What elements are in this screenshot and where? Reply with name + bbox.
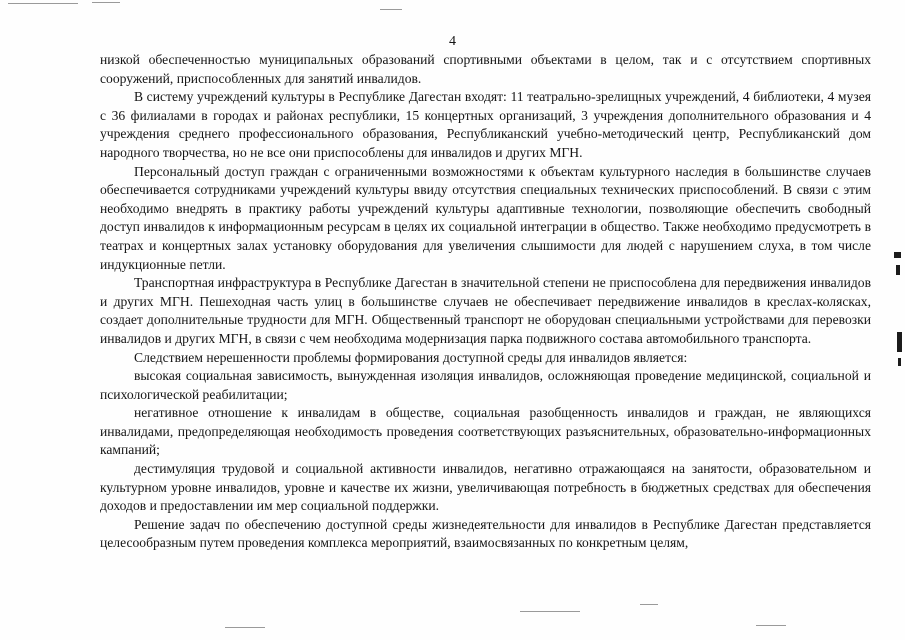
scan-edge-mark [897,332,902,352]
paragraph-cultural-heritage-access: Персональный доступ граждан с ограниченными возможностями к объектам культурного наследия в большинстве случаев обеспечивается сотрудниками учреждений культуры ввиду отсутствия специальных технических приспособлений. В связи с этим необходимо внедрять в практику работы учреждений культуры адаптивные технологии, позволяющие обеспечить свободный доступ инвалидов к информационным ресурсам в целях их социальной интеграции в общество. Также необходимо предусмотреть в театрах и концертных залах установку оборудования для увеличения слышимости для людей с нарушением слуха, в том числе индукционные петли. [100,163,871,272]
page-number: 4 [449,34,456,49]
paragraph-consequence-dependence: высокая социальная зависимость, вынужденная изоляция инвалидов, осложняющая проведение медицинской, социальной и психологической реабилитации; [100,368,871,402]
scan-edge-mark [894,252,901,258]
paragraph-culture-institutions: В систему учреждений культуры в Республике Дагестан входят: 11 театрально-зрелищных учреждений, 4 библиотеки, 4 музея с 36 филиалами в городах и районах республики, 15 концертных организаций, 3 учреждения дополнительного образования и 4 учреждения среднего профессионального образования, Республиканский учебно-методический центр, Республиканский дом народного творчества, но не все они приспособлены для инвалидов и других МГН. [100,89,871,160]
scan-dust [380,9,402,10]
scan-dust [756,625,786,626]
paragraph-consequences-intro: Следствием нерешенности проблемы формирования доступной среды для инвалидов является: [134,349,688,365]
paragraph-solution: Решение задач по обеспечению доступной среды жизнедеятельности для инвалидов в Республике Дагестан представляется целесообразным путем проведения комплекса мероприятий, взаимосвязанных по конкретным целям, [100,516,871,551]
paragraph-transport-infrastructure: Транспортная инфраструктура в Республике Дагестан в значительной степени не приспособлена для передвижения инвалидов и других МГН. Пешеходная часть улиц в большинстве случаев не обеспечивает передвижение инвалидов в креслах-колясках, создает дополнительные трудности для МГН. Общественный транспорт не оборудован специальными устройствами для перевозки инвалидов и других МГН, в связи с чем необходима модернизация парка подвижного состава автомобильного транспорта. [100,275,871,346]
paragraph-consequence-attitude: негативное отношение к инвалидам в обществе, социальная разобщенность инвалидов и граждан, не являющихся инвалидами, предопределяющая необходимость проведения соответствующих разъяснительных, образовательно-информационных кампаний; [100,405,871,458]
paragraph-sports-facilities: низкой обеспеченностью муниципальных образований спортивными объектами в целом, так и с отсутствием спортивных сооружений, приспособленных для занятий инвалидов. [100,52,871,86]
scan-dust [520,611,580,612]
scan-edge-mark [896,265,900,275]
paragraph-consequence-destimulation: дестимуляция трудовой и социальной активности инвалидов, негативно отражающаяся на занятости, образовательном и культурном уровне инвалидов, уровне и качестве их жизни, увеличивающая потребность в бюджетных средствах для обеспечения доходов и предоставлении им мер социальной поддержки. [100,461,871,514]
scan-edge-mark [898,358,901,366]
scan-dust [8,3,78,4]
scan-dust [92,2,120,3]
document-body [100,51,871,553]
scan-dust [640,604,658,605]
scan-dust [225,627,265,628]
